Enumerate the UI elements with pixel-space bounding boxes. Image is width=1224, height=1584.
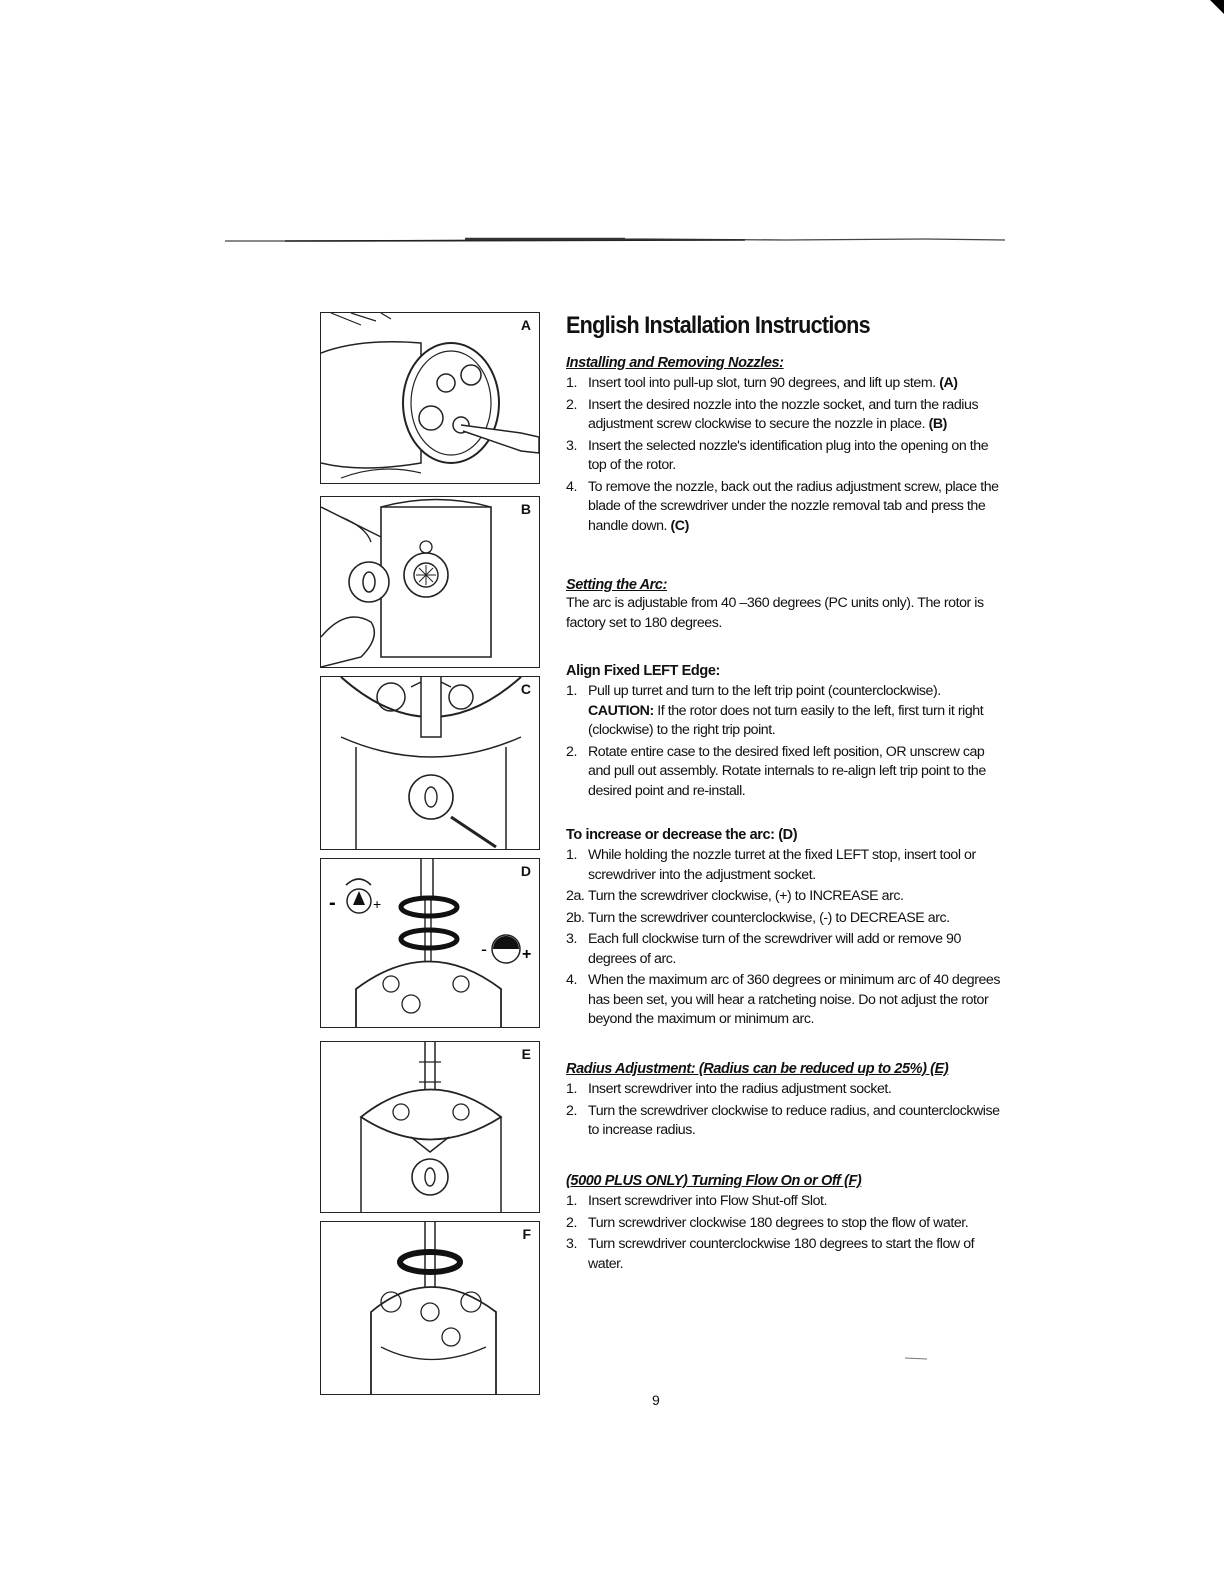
list-item: 2b. Turn the screwdriver counterclockwise, (-) to DECREASE arc.: [566, 909, 950, 926]
figure-b-drawing: [321, 497, 539, 667]
figure-a-drawing: [321, 313, 539, 483]
item-text: Turn the screwdriver clockwise, (+) to INCREASE arc.: [588, 888, 904, 904]
figure-ref: (C): [670, 517, 689, 534]
svg-text:+: +: [373, 896, 382, 912]
figure-c: [320, 676, 540, 850]
figure-b: [320, 496, 540, 668]
section-flow-heading: (5000 PLUS ONLY) Turning Flow On or Off (F): [566, 1173, 862, 1189]
figure-column: [320, 312, 540, 1396]
figure-d-label: D: [520, 863, 531, 879]
list-item: [566, 478, 1006, 537]
item-text: Insert the desired nozzle into the nozzle socket, and turn the radius adjustment screw clockwise to secure the nozzle in place.: [588, 396, 979, 432]
figure-f-drawing: [321, 1222, 539, 1394]
section-flow: [566, 1172, 1006, 1274]
scan-speck: [905, 1357, 927, 1360]
list-item: 2. Turn screwdriver clockwise 180 degrees to stop the flow of water.: [566, 1214, 969, 1231]
page-number: 9: [652, 1392, 660, 1408]
corner-mark: [1210, 0, 1224, 14]
item-text: Pull up turret and turn to the left trip point (counterclockwise).: [588, 683, 941, 699]
item-text: Rotate entire case to the desired fixed left position, OR unscrew cap and pull out assembly. Rotate internals to re-align left trip point to the desired point and re-install.: [588, 743, 986, 799]
section-align: [566, 662, 1006, 801]
item-text: To remove the nozzle, back out the radius adjustment screw, place the blade of the screwdriver under the nozzle removal tab and press the handle down.: [588, 478, 999, 534]
list-item: 1. Pull up turret and turn to the left trip point (counterclockwise). CAUTION: If the rotor does not turn easily to the left, first turn it right (clockwise) to the right trip point.: [566, 683, 984, 738]
figure-c-label: C: [520, 681, 531, 697]
item-text: Insert tool into pull-up slot, turn 90 degrees, and lift up stem.: [588, 375, 936, 391]
list-item: 2. Turn the screwdriver clockwise to reduce radius, and counterclockwise to increase radius.: [566, 1102, 1000, 1138]
figure-a-label: A: [520, 317, 531, 333]
section-increase-heading: To increase or decrease the arc: (D): [566, 827, 798, 843]
svg-text:-: -: [329, 892, 336, 914]
figure-c-drawing: [321, 677, 539, 849]
list-item: 2. Rotate entire case to the desired fixed left position, OR unscrew cap and pull out assembly. Rotate internals to re-align left trip point to the desired point and re-install.: [566, 743, 986, 799]
figure-b-label: B: [520, 501, 531, 517]
section-align-heading: Align Fixed LEFT Edge:: [566, 663, 720, 679]
item-number: 2.: [566, 396, 577, 413]
section-radius-heading: Radius Adjustment: (Radius can be reduced up to 25%) (E): [566, 1061, 949, 1077]
scan-divider-line: [225, 237, 1005, 243]
item-text: Insert the selected nozzle's identification plug into the opening on the top of the rotor.: [588, 437, 989, 473]
list-item: 1. While holding the nozzle turret at the fixed LEFT stop, insert tool or screwdriver into the adjustment socket.: [566, 847, 976, 883]
figure-f: [320, 1221, 540, 1395]
list-item: 2a. Turn the screwdriver clockwise, (+) to INCREASE arc.: [566, 888, 904, 904]
item-text: Turn the screwdriver clockwise to reduce radius, and counterclockwise to increase radius.: [588, 1102, 1000, 1138]
item-text: While holding the nozzle turret at the fixed LEFT stop, insert tool or screwdriver into the adjustment socket.: [588, 847, 976, 883]
item-number: 4.: [566, 478, 577, 495]
figure-e: [320, 1041, 540, 1213]
figure-ref: (B): [928, 416, 947, 432]
item-text: Turn screwdriver clockwise 180 degrees to stop the flow of water.: [588, 1214, 969, 1231]
section-nozzles: [566, 354, 1006, 536]
item-text: Turn the screwdriver counterclockwise, (-) to DECREASE arc.: [588, 909, 950, 926]
figure-a: [320, 312, 540, 484]
list-item: [566, 374, 1006, 394]
section-radius: [566, 1060, 1006, 1141]
list-item: 1. Insert screwdriver into the radius adjustment socket.: [566, 1081, 892, 1097]
page-title: English Installation Instructions: [566, 312, 870, 339]
figure-e-label: E: [521, 1046, 531, 1062]
figure-ref: (A): [939, 375, 958, 391]
caution-text: If the rotor does not turn easily to the left, first turn it right (clockwise) to the right trip point.: [588, 702, 984, 738]
item-number: 1.: [566, 375, 577, 391]
svg-text:-: -: [481, 939, 487, 959]
list-item: [566, 396, 1006, 435]
figure-d: [320, 858, 540, 1028]
figure-e-drawing: [321, 1042, 539, 1212]
section-arc: [566, 576, 1006, 633]
list-item: 4. When the maximum arc of 360 degrees or minimum arc of 40 degrees has been set, you will hear a ratcheting noise. Do not adjust the rotor beyond the maximum or minimum arc.: [566, 972, 1000, 1027]
figure-f-label: F: [522, 1226, 531, 1242]
item-text: Insert screwdriver into Flow Shut-off Slot.: [588, 1193, 828, 1209]
list-item: 3. Turn screwdriver counterclockwise 180 degrees to start the flow of water.: [566, 1236, 975, 1272]
section-arc-heading: Setting the Arc:: [566, 577, 668, 593]
svg-text:+: +: [522, 946, 532, 963]
item-text: When the maximum arc of 360 degrees or minimum arc of 40 degrees has been set, you will hear a ratcheting noise. Do not adjust the rotor beyond the maximum or minimum arc.: [588, 972, 1000, 1027]
item-text: Each full clockwise turn of the screwdriver will add or remove 90 degrees of arc.: [588, 931, 961, 967]
figure-d-drawing: [321, 859, 539, 1027]
section-nozzles-heading: Installing and Removing Nozzles:: [566, 355, 784, 371]
item-text: Turn screwdriver counterclockwise 180 degrees to start the flow of water.: [588, 1236, 975, 1272]
item-number: 3.: [566, 437, 577, 454]
caution-label: CAUTION:: [588, 702, 654, 719]
list-item: 1. Insert screwdriver into Flow Shut-off Slot.: [566, 1193, 828, 1209]
list-item: [566, 437, 1006, 476]
arc-paragraph: The arc is adjustable from 40 –360 degrees (PC units only). The rotor is factory set to 180 degrees.: [566, 595, 984, 631]
item-text: Insert screwdriver into the radius adjustment socket.: [588, 1081, 892, 1097]
list-item: 3. Each full clockwise turn of the screwdriver will add or remove 90 degrees of arc.: [566, 931, 961, 967]
section-increase: [566, 826, 1006, 1030]
